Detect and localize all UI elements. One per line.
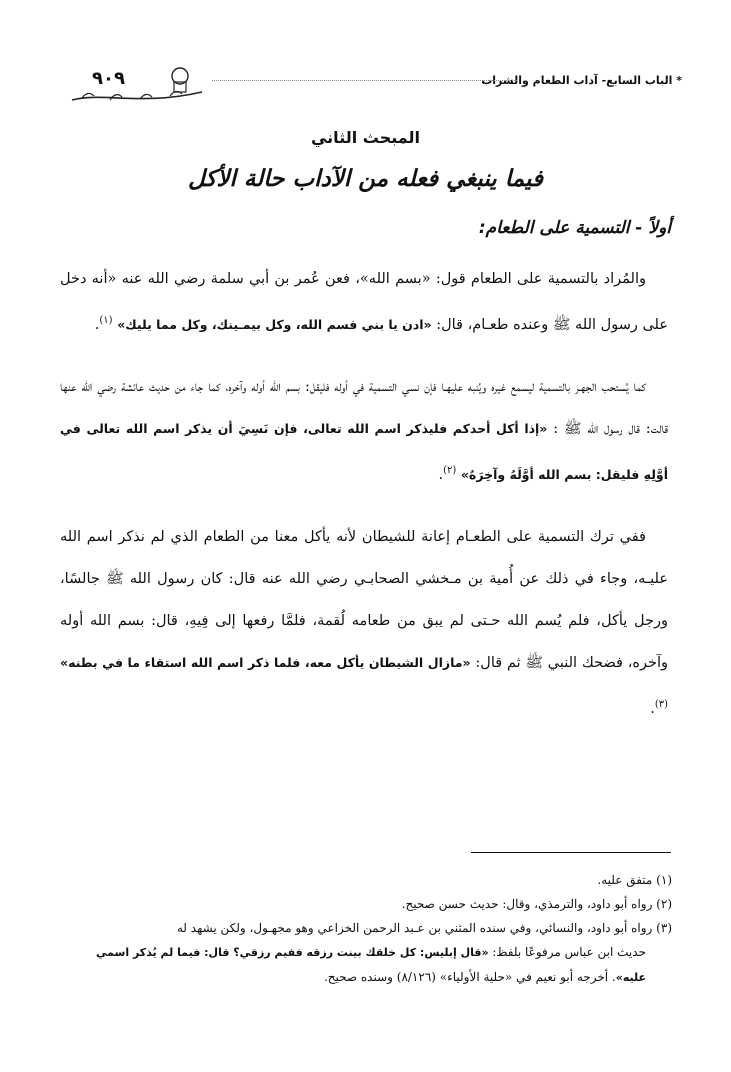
footnote-separator bbox=[471, 852, 671, 853]
main-text bbox=[60, 258, 668, 749]
footnote: (٢) رواه أبو داود، والترمذي، وقال: حديث حسن صحيح. bbox=[401, 897, 672, 911]
running-chapter-title: * الباب السابع- آداب الطعام والشراب bbox=[481, 74, 682, 87]
footnote-text: . أخرجه أبو نعيم في «حلية الأولياء» (٨/١٢٦) وسنده صحيح. bbox=[323, 970, 616, 984]
section-title: فيما ينبغي فعله من الآداب حالة الأكل bbox=[188, 166, 543, 192]
section-heading: المبحث الثاني bbox=[310, 128, 420, 147]
footnote-quote: «قال إبليس: كل خلقك بينت رزقه ففيم رزقي؟ قال: فيما لم يُذكر اسمي عليه» bbox=[96, 946, 646, 984]
footnote: (٣) رواه أبو داود، والنسائي، وفي سنده المثني بن عـبد الرحمن الخزاعي وهو مجهـول، ولكن يشهد له bbox=[176, 921, 672, 935]
page-number: ٩٠٩ bbox=[92, 68, 125, 89]
paragraph: ففي ترك التسمية على الطعـام إعانة للشيطان لأنه يأكل معنا من الطعام الذي لم نذكر اسم الله عليـه، وجاء في ذلك عن أُمية بن مـخشي الصحابـي رضي الله عنه قال: كان رسول الله ﷺ جالسًا، ورجل يأكل، فلم يُسم الله حـتى لم يبق من طعامه لُقمة، فلمَّا رفعها إلى فِيهِ، قال: بسم الله أوله وآخره، فضحك النبي ﷺ ثم قال: «مازال الشيطان يأكل معه، فلما ذكر اسم الله استقاء ما في بطنه» $^{(٣)}$. bbox=[60, 528, 668, 717]
paragraph-text: والمُراد بالتسمية على الطعام قول: «بسم الله»، فعن عُمر بن أبي سلمة رضي الله عنه «أنه دخل على رسول الله ﷺ وعنده طعـام، قال: bbox=[60, 271, 668, 333]
header-rule bbox=[212, 80, 517, 81]
footnote-continuation bbox=[60, 940, 672, 990]
paragraph: والمُراد بالتسمية على الطعام قول: «بسم الله»، فعن عُمر بن أبي سلمة رضي الله عنه «أنه دخل على رسول الله ﷺ وعنده طعـام، قال: «ادن يا بني فسم الله، وكل بيمـينك، وكل مما يليك» $^{(١)}$. bbox=[60, 271, 668, 333]
subheading: أولاً - التسمية على الطعام: bbox=[478, 218, 671, 238]
paragraph-text: كما يُستحب الجهـر بالتسمية ليسمع غيره ويُنبه عليهـا فإن نسي التسمية في أوله فليقل: بسم الله أوله وآخره، كما جاء من حديث عائشة رضي الله عنها قالت: قال رسول الله ﷺ : bbox=[60, 378, 669, 437]
hadith-quote: «إذا أكل أحدكم فليذكر اسم الله تعالى، فإن نَسِيَ أن يذكر اسم الله تعالى في أوَّلِهِ فليقل: بسم الله أوَّلَهُ وآخِرَهُ» bbox=[60, 420, 668, 482]
floral-ornament-icon bbox=[62, 62, 212, 108]
hadith-quote: «ادن يا بني فسم الله، وكل بيمـينك، وكل مما يليك» bbox=[117, 316, 432, 332]
footnote-ref: (٣) bbox=[654, 698, 668, 710]
footnote: (١) متفق عليه. bbox=[597, 873, 672, 887]
footnotes bbox=[60, 868, 672, 990]
page-header bbox=[62, 62, 682, 108]
footnote-ref: (٢) bbox=[443, 464, 457, 476]
paragraph-text: ففي ترك التسمية على الطعـام إعانة للشيطان لأنه يأكل معنا من الطعام الذي لم نذكر اسم الله عليـه، وجاء في ذلك عن أُمية بن مـخشي الصحابـي رضي الله عنه قال: كان رسول الله ﷺ جالسًا، ورجل يأكل، فلم يُسم الله حـتى لم يبق من طعامه لُقمة، فلمَّا رفعها إلى فِيهِ، قال: بسم الله أوله وآخره، فضحك النبي ﷺ ثم قال: bbox=[60, 528, 668, 671]
footnote-ref: (١) bbox=[99, 315, 113, 326]
paragraph: كما يُستحب الجهـر بالتسمية ليسمع غيره ويُنبه عليهـا فإن نسي التسمية في أوله فليقل: بسم الله أوله وآخره، كما جاء من حديث عائشة رضي الله عنها قالت: قال رسول الله ﷺ : «إذا أكل أحدكم فليذكر اسم الله تعالى، فإن نَسِيَ أن يذكر اسم الله تعالى في أوَّلِهِ فليقل: بسم الله أوَّلَهُ وآخِرَهُ» $^{(٢)}$. bbox=[60, 378, 669, 483]
hadith-quote: «مازال الشيطان يأكل معه، فلما ذكر اسم الله استقاء ما في بطنه» bbox=[60, 654, 471, 670]
footnote-text: حديث ابن عباس مرفوعًا بلفظ: bbox=[488, 945, 646, 959]
